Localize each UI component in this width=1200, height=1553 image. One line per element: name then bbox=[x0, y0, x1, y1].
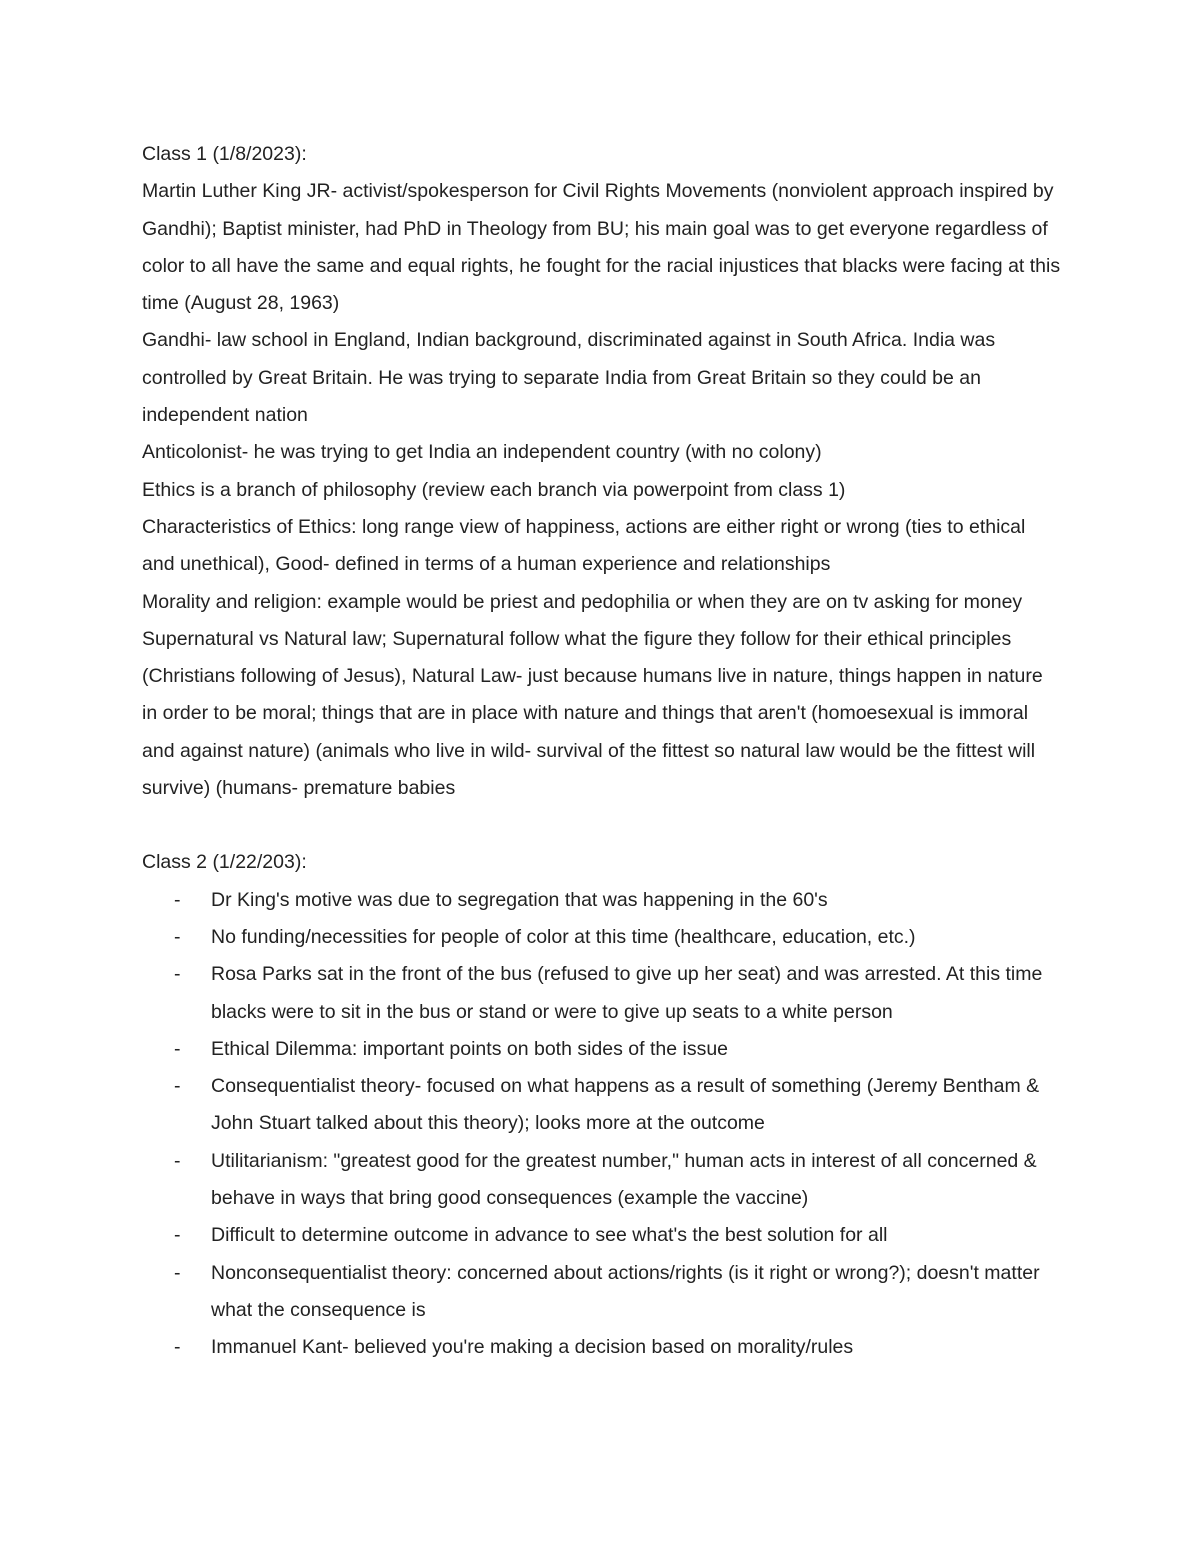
dash-bullet: - bbox=[174, 963, 181, 986]
list-item-text: Dr King's motive was due to segregation that was happening in the 60's bbox=[211, 888, 828, 911]
paragraph-morality-religion: Morality and religion: example would be priest and pedophilia or when they are on tv asking for money bbox=[142, 590, 1023, 613]
list-item-text: Immanuel Kant- believed you're making a decision based on morality/rules bbox=[211, 1336, 854, 1359]
list-item bbox=[142, 956, 1062, 1031]
dash-bullet: - bbox=[174, 1149, 181, 1172]
list-item bbox=[142, 919, 1062, 956]
dash-bullet: - bbox=[174, 1224, 181, 1247]
list-item-text: Rosa Parks sat in the front of the bus (refused to give up her seat) and was arrested. At this time blacks were to sit in the bus or stand or were to give up seats to a white person bbox=[211, 963, 1043, 1023]
list-item bbox=[142, 1143, 1062, 1218]
paragraph-natural-law: Supernatural vs Natural law; Supernatural follow what the figure they follow for their ethical principles (Christians following of Jesus), Natural Law- just because humans live in nature, things happen in nature in order to be moral; things that are in place with nature and things that aren't (homoesexual is immoral and against nature) (animals who live in wild- survival of the fittest so natural law would be the fittest will survive) (humans- premature babies bbox=[142, 627, 1043, 800]
list-item-text: No funding/necessities for people of color at this time (healthcare, education, etc.) bbox=[211, 925, 916, 948]
paragraph-mlk: Martin Luther King JR- activist/spokesperson for Civil Rights Movements (nonviolent approach inspired by Gandhi); Baptist minister, had PhD in Theology from BU; his main goal was to get everyone regardless of color to all have the same and equal rights, he fought for the racial injustices that blacks were facing at this time (August 28, 1963) bbox=[142, 180, 1061, 315]
document-page bbox=[142, 136, 1062, 1367]
paragraph-ethics-branch: Ethics is a branch of philosophy (review each branch via powerpoint from class 1) bbox=[142, 478, 846, 501]
list-item bbox=[142, 882, 1062, 919]
paragraph-characteristics: Characteristics of Ethics: long range view of happiness, actions are either right or wrong (ties to ethical and unethical), Good- defined in terms of a human experience and relationships bbox=[142, 515, 1026, 576]
list-item bbox=[142, 1068, 1062, 1143]
list-item-text: Difficult to determine outcome in advance to see what's the best solution for all bbox=[211, 1224, 888, 1247]
list-item bbox=[142, 1255, 1062, 1330]
dash-bullet: - bbox=[174, 1037, 181, 1060]
dash-bullet: - bbox=[174, 1336, 181, 1359]
list-item bbox=[142, 1329, 1062, 1366]
class2-heading: Class 2 (1/22/203): bbox=[142, 851, 307, 874]
list-item bbox=[142, 1217, 1062, 1254]
paragraph-anticolonist: Anticolonist- he was trying to get India an independent country (with no colony) bbox=[142, 441, 822, 464]
paragraph-gandhi: Gandhi- law school in England, Indian background, discriminated against in South Africa. India was controlled by Great Britain. He was trying to separate India from Great Britain so they could be an independent nation bbox=[142, 329, 996, 427]
list-item-text: Nonconsequentialist theory: concerned about actions/rights (is it right or wrong?); doesn't matter what the consequence is bbox=[211, 1261, 1040, 1321]
list-item-text: Utilitarianism: "greatest good for the greatest number," human acts in interest of all concerned & behave in ways that bring good consequences (example the vaccine) bbox=[211, 1149, 1037, 1210]
dash-bullet: - bbox=[174, 888, 181, 911]
list-item-text: Consequentialist theory- focused on what happens as a result of something (Jeremy Bentham & John Stuart talked about this theory); looks more at the outcome bbox=[211, 1075, 1040, 1135]
dash-bullet: - bbox=[174, 925, 181, 948]
list-item bbox=[142, 1031, 1062, 1068]
section-spacer bbox=[142, 807, 1062, 844]
dash-bullet: - bbox=[174, 1075, 181, 1098]
dash-bullet: - bbox=[174, 1261, 181, 1284]
list-item-text: Ethical Dilemma: important points on both sides of the issue bbox=[211, 1037, 729, 1060]
class2-notes-list bbox=[142, 882, 1062, 1367]
class1-heading: Class 1 (1/8/2023): bbox=[142, 143, 307, 165]
